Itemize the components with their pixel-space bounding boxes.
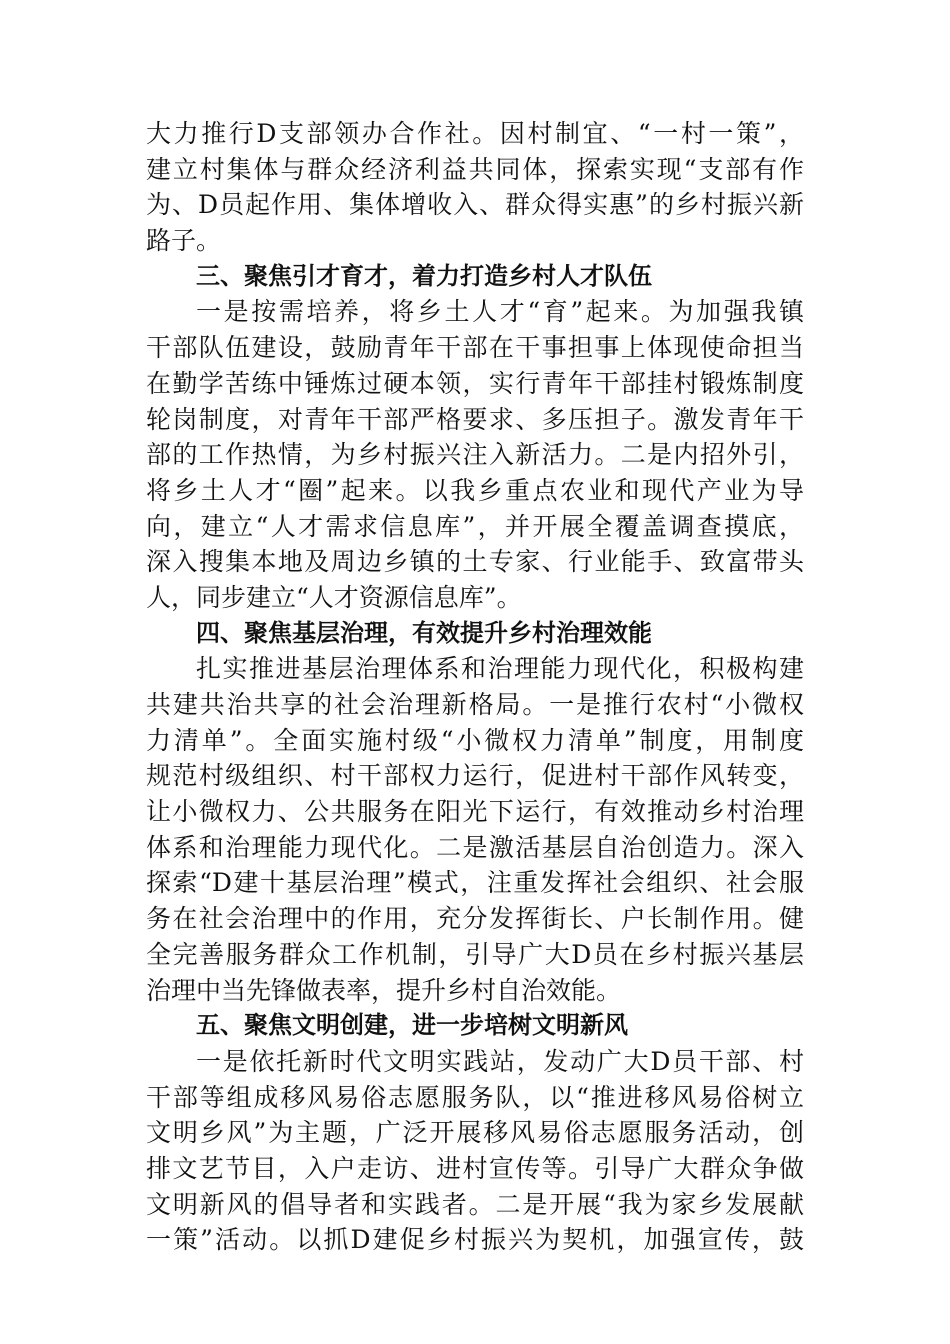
paragraph-line: 排文艺节目，入户走访、进村宣传等。引导广大群众争做 (146, 1153, 804, 1183)
paragraph-line: 将乡土人才“圈”起来。以我乡重点农业和现代产业为导 (146, 475, 804, 505)
paragraph-line: 一是按需培养，将乡土人才“育”起来。为加强我镇 (196, 297, 804, 327)
paragraph-line: 治理中当先锋做表率，提升乡村自治效能。 (146, 975, 622, 1005)
paragraph-governance (146, 651, 804, 1008)
paragraph-line: 扎实推进基层治理体系和治理能力现代化，积极构建 (196, 654, 804, 684)
paragraph-cooperative (146, 116, 804, 259)
paragraph-line: 文明新风的倡导者和实践者。二是开展“我为家乡发展献 (146, 1189, 804, 1219)
paragraph-line: 让小微权力、公共服务在阳光下运行，有效推动乡村治理 (146, 797, 804, 827)
paragraph-line: 一策”活动。以抓D建促乡村振兴为契机，加强宣传，鼓 (146, 1225, 804, 1255)
section-heading-governance: 四、聚焦基层治理，有效提升乡村治理效能 (196, 618, 652, 647)
paragraph-line: 在勤学苦练中锤炼过硬本领，实行青年干部挂村锻炼制度 (146, 368, 804, 398)
paragraph-line: 深入搜集本地及周边乡镇的土专家、行业能手、致富带头 (146, 547, 804, 577)
paragraph-line: 向，建立“人才需求信息库”，并开展全覆盖调查摸底， (146, 511, 804, 541)
paragraph-line: 大力推行D支部领办合作社。因村制宜、“一村一策”， (146, 119, 804, 148)
section-heading-civilization: 五、聚焦文明创建，进一步培树文明新风 (196, 1011, 628, 1040)
paragraph-talent (146, 294, 804, 615)
paragraph-line: 干部等组成移风易俗志愿服务队，以“推进移风易俗树立 (146, 1082, 804, 1112)
paragraph-line: 路子。 (146, 226, 222, 256)
paragraph-line: 力清单”。全面实施村级“小微权力清单”制度，用制度 (146, 725, 804, 755)
paragraph-line: 为、D员起作用、集体增收入、群众得实惠”的乡村振兴新 (146, 190, 804, 220)
section-heading-talent: 三、聚焦引才育才，着力打造乡村人才队伍 (196, 261, 652, 290)
paragraph-line: 建立村集体与群众经济利益共同体，探索实现“支部有作 (146, 154, 804, 184)
paragraph-line: 部的工作热情，为乡村振兴注入新活力。二是内招外引， (146, 440, 804, 470)
paragraph-line: 人，同步建立“人才资源信息库”。 (146, 582, 522, 612)
paragraph-civilization (146, 1044, 804, 1258)
paragraph-line: 体系和治理能力现代化。二是激活基层自治创造力。深入 (146, 832, 804, 862)
paragraph-line: 一是依托新时代文明实践站，发动广大D员干部、村 (196, 1046, 804, 1076)
paragraph-line: 共建共治共享的社会治理新格局。一是推行农村“小微权 (146, 690, 804, 719)
paragraph-line: 全完善服务群众工作机制，引导广大D员在乡村振兴基层 (146, 939, 804, 969)
paragraph-line: 探索“D建十基层治理”模式，注重发挥社会组织、社会服 (146, 868, 804, 898)
paragraph-line: 轮岗制度，对青年干部严格要求、多压担子。激发青年干 (146, 404, 804, 434)
document-page (146, 116, 804, 1258)
paragraph-line: 规范村级组织、村干部权力运行，促进村干部作风转变， (146, 761, 804, 791)
paragraph-line: 干部队伍建设，鼓励青年干部在干事担事上体现使命担当 (146, 333, 804, 363)
paragraph-line: 文明乡风”为主题，广泛开展移风易俗志愿服务活动，创 (146, 1118, 804, 1148)
paragraph-line: 务在社会治理中的作用，充分发挥街长、户长制作用。健 (146, 904, 804, 934)
